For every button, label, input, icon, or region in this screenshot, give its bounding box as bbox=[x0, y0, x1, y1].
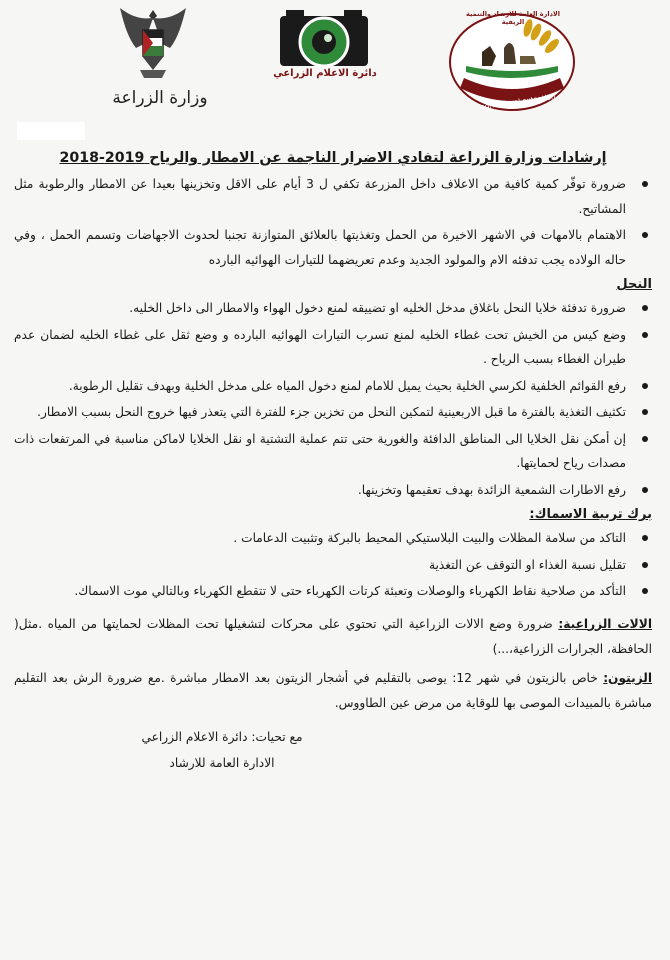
list-item bbox=[14, 374, 652, 399]
list-item bbox=[14, 296, 652, 321]
fish-list bbox=[14, 526, 652, 604]
dept-logo-text: دائرة الاعلام الزراعي bbox=[273, 68, 377, 79]
list-item bbox=[14, 427, 652, 476]
ministry-name: وزارة الزراعة bbox=[112, 88, 208, 108]
bullet-icon bbox=[642, 332, 648, 338]
list-item-text: رفع الاطارات الشمعية الزائدة بهدف تعقيمها وتخزينها. bbox=[357, 482, 626, 497]
list-item-text: الاهتمام بالامهات في الاشهر الاخيرة من الحمل وتغذيتها بالعلائق المتوازنة تجنبا لحدوث الاجهاضات وتسمم الحمل ، وفي حاله الولاده يجب تدفئه الام والمولود الجديد وعدم تعريضهما للتيارات الهوائيه البارده bbox=[14, 228, 626, 267]
list-item bbox=[14, 553, 652, 578]
fish-heading: برك تربية الاسماك: bbox=[529, 507, 652, 522]
list-item bbox=[14, 478, 652, 503]
bullet-icon bbox=[642, 436, 648, 442]
list-item bbox=[14, 579, 652, 604]
list-item bbox=[14, 526, 652, 551]
header bbox=[0, 0, 670, 120]
list-item-text: إن أمكن نقل الخلايا الى المناطق الدافئة والغورية حتى تتم عملية التشتية او نقل الخلايا لاماكن مناسبة في المرتفعات ذات مصدات رياح لحمايتها. bbox=[14, 431, 626, 470]
bullet-icon bbox=[642, 487, 648, 493]
bullet-icon bbox=[642, 181, 648, 187]
signature-line-2: الادارة العامة للارشاد bbox=[169, 755, 275, 770]
olives-label: الزيتون: bbox=[603, 670, 652, 685]
list-item-text: تقليل نسبة الغذاء او التوقف عن التغذية bbox=[428, 557, 626, 572]
olives-paragraph bbox=[14, 666, 652, 716]
signature-block bbox=[92, 724, 352, 776]
list-item-text: التأكد من صلاحية نقاط الكهرباء والوصلات وتعبئة كرتات الكهرباء حتى لا تتقطع الكهرباء وبالتالي موت الاسماك. bbox=[74, 584, 626, 598]
signature-line-1: مع تحيات: دائرة الاعلام الزراعي bbox=[141, 729, 303, 744]
bullet-icon bbox=[642, 562, 648, 568]
blank-patch bbox=[17, 122, 85, 140]
bullet-icon bbox=[642, 409, 648, 415]
bees-list bbox=[14, 296, 652, 502]
document-body bbox=[14, 150, 652, 776]
livestock-list bbox=[14, 172, 652, 272]
list-item-text: ضرورة تدفئة خلايا النحل باغلاق مدخل الخليه او تضييقه لمنع دخول الهواء والامطار الى داخل الخليه. bbox=[129, 301, 626, 315]
list-item bbox=[14, 400, 652, 425]
palestine-eagle-emblem bbox=[118, 4, 188, 88]
machinery-label: الالات الزراعية: bbox=[558, 616, 652, 631]
extension-logo-latin: agricultural extention bbox=[480, 92, 556, 112]
list-item-text: وضع كيس من الخيش تحت غطاء الخليه لمنع تسرب التيارات الهوائيه البارده و وضع ثقل على غطاء الخليه لضمان عدم طيران الغطاء بسبب الرياح . bbox=[14, 327, 626, 366]
list-item-text: التاكد من سلامة المظلات والبيت البلاستيكي المحيط بالبركة وتثبيت الدعامات . bbox=[233, 531, 626, 545]
list-item bbox=[14, 223, 652, 272]
list-item-text: تكثيف التغذية بالفترة ما قبل الاربعينية لتمكين النحل من تخزين جزء للفترة التي يتعذر فيها خروج النحل بسبب الامطار. bbox=[37, 405, 626, 419]
bullet-icon bbox=[642, 305, 648, 311]
list-item bbox=[14, 323, 652, 372]
list-item-text: ضرورة توفّر كمية كافية من الاعلاف داخل المزرعة تكفي ل 3 أيام على الاقل وتخزينها بعيدا عن الامطار والرطوبة مثل المشاتيح. bbox=[14, 177, 626, 216]
bullet-icon bbox=[642, 383, 648, 389]
bullet-icon bbox=[642, 535, 648, 541]
document-title: إرشادات وزارة الزراعة لتفادي الاضرار الناجمة عن الامطار والرياح 2019-2018 bbox=[59, 150, 607, 166]
bees-heading: النحل bbox=[616, 277, 652, 292]
machinery-text: ضرورة وضع الالات الزراعية التي تحتوي على محركات لتشغيلها تحت المظلات لحمايتها من المياه .مثل( الحافظة، الجرارات الزراعية،...) bbox=[14, 616, 652, 656]
list-item-text: رفع القوائم الخلفية لكرسي الخلية بحيث يميل للامام لمنع دخول المياه على مدخل الخلية وبهدف تقليل الرطوبة. bbox=[68, 378, 626, 393]
extension-logo-text: الادارة العامة للارشاد والتنمية الريفية bbox=[466, 10, 560, 26]
list-item bbox=[14, 172, 652, 221]
bullet-icon bbox=[642, 232, 648, 238]
olives-text: خاص بالزيتون في شهر 12: يوصى بالتقليم في أشجار الزيتون بعد الامطار مباشرة .مع ضرورة الرش بعد التقليم مباشرة بالمبيدات الموصى بها للوقاية من مرض عين الطاووس. bbox=[14, 670, 652, 710]
machinery-paragraph bbox=[14, 612, 652, 662]
bullet-icon bbox=[642, 588, 648, 594]
